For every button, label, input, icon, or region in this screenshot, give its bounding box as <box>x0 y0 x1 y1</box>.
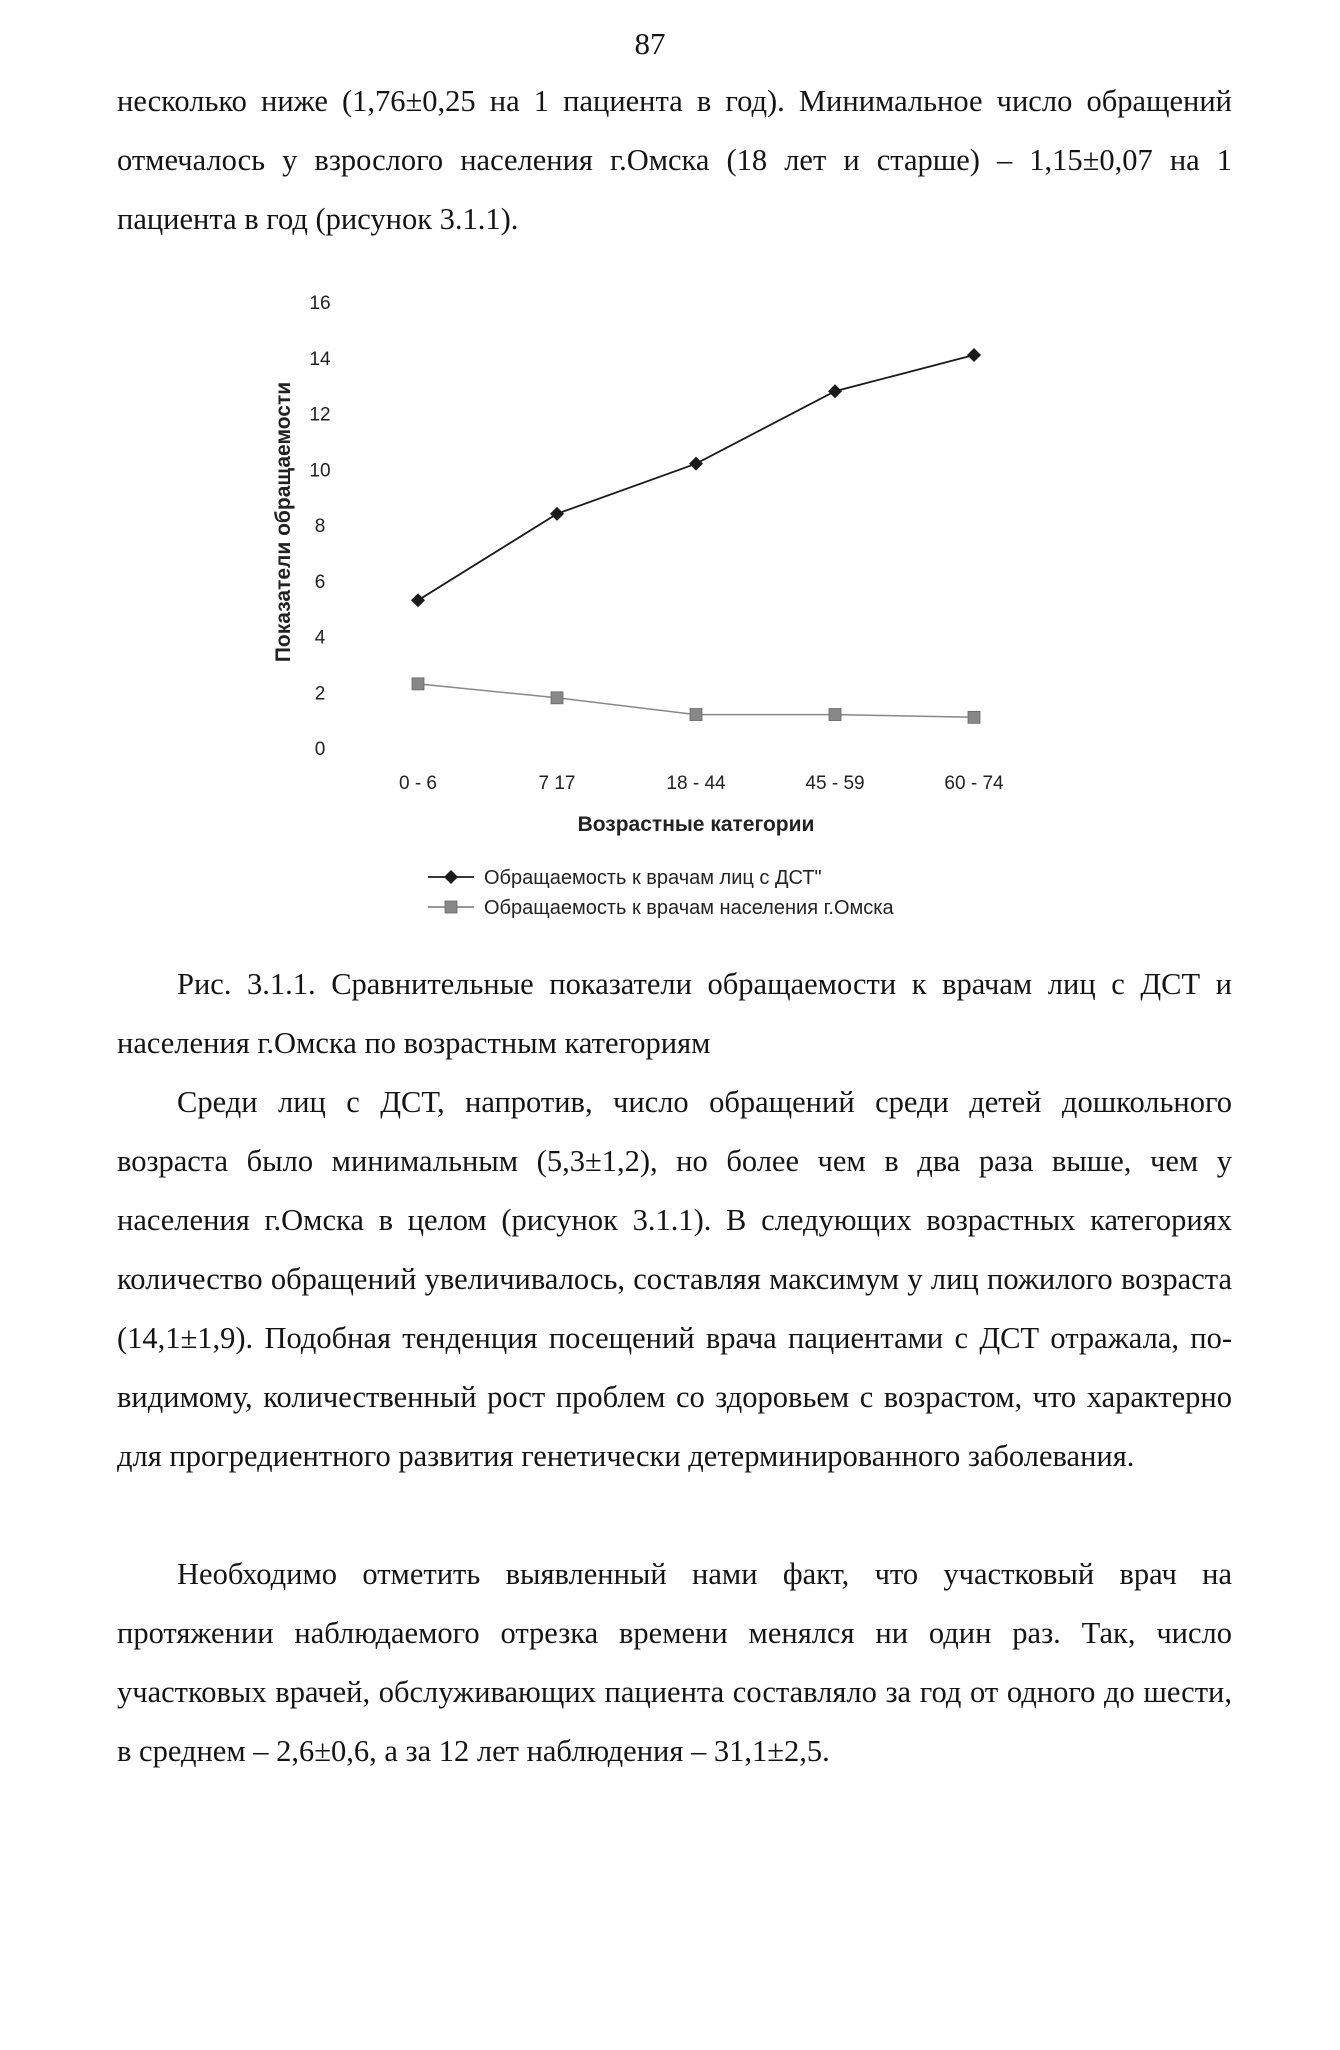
series-2-point <box>968 711 980 723</box>
y-tick-label: 2 <box>314 683 326 705</box>
figure-caption: Рис. 3.1.1. Сравнительные показатели обращаемости к врачам лиц с ДСТ и населения г.Омска по возрастным категориям <box>117 967 1232 1060</box>
series-1-point <box>411 593 425 607</box>
series-2-point <box>551 692 563 704</box>
legend-label-1: Обращаемость к врачам лиц с ДСТ" <box>484 867 822 889</box>
x-tick-label: 60 - 74 <box>944 773 1004 794</box>
y-tick-label: 4 <box>314 627 326 649</box>
y-axis-title: Показатели обращаемости <box>272 381 295 663</box>
y-tick-label: 6 <box>314 571 326 593</box>
y-tick-label: 16 <box>309 293 331 314</box>
series-line-1 <box>418 355 974 600</box>
x-tick-label: 0 - 6 <box>398 773 438 794</box>
y-tick-label: 10 <box>309 460 331 482</box>
series-2-point <box>412 678 424 690</box>
series-2-point <box>829 709 841 721</box>
x-tick-label: 7 17 <box>538 773 576 794</box>
series-2-point <box>690 709 702 721</box>
legend-label-2: Обращаемость к врачам населения г.Омска <box>484 897 894 919</box>
paragraph-intro: несколько ниже (1,76±0,25 на 1 пациента в год). Минимальное число обращений отмечалось у взрослого населения г.Омска (18 лет и старше) – 1,15±0,07 на 1 пациента в год (рисунок 3.1.1). <box>117 84 1232 236</box>
legend-marker-square <box>445 901 457 913</box>
y-tick-label: 0 <box>314 739 326 760</box>
paragraph-doctors: Необходимо отметить выявленный нами факт, что участковый врач на протяжении наблюдаемого отрезка времени менялся ни один раз. Так, число участковых врачей, обслуживающих пациента составляло за год от одного до шести, в среднем – 2,6±0,6, а за 12 лет наблюдения – 31,1±2,5. <box>117 1557 1232 1768</box>
y-tick-label: 14 <box>309 348 331 370</box>
series-1-point <box>828 384 842 398</box>
y-tick-label: 8 <box>314 516 326 537</box>
y-tick-label: 12 <box>309 404 331 426</box>
x-tick-label: 45 - 59 <box>805 773 865 794</box>
series-1-point <box>550 507 564 521</box>
series-1-point <box>689 457 703 471</box>
x-axis-title: Возрастные категории <box>577 813 815 836</box>
line-chart <box>0 270 1340 930</box>
paragraph-findings: Среди лиц с ДСТ, напротив, число обращений среди детей дошкольного возраста было минимальным (5,3±1,2), но более чем в два раза выше, чем у населения г.Омска в целом (рисунок 3.1.1). В следующих возрастных категориях количество обращений увеличивалось, составляя максимум у лиц пожилого возраста (14,1±1,9). Подобная тенденция посещений врача пациентами с ДСТ отражала, по-видимому, количественный рост проблем со здоровьем с возрастом, что характерно для прогредиентного развития генетически детерминированного заболевания. <box>117 1085 1232 1473</box>
legend-marker-diamond <box>444 870 458 884</box>
series-1-point <box>967 348 981 362</box>
page-number: 87 <box>634 26 666 61</box>
x-tick-label: 18 - 44 <box>666 773 726 794</box>
